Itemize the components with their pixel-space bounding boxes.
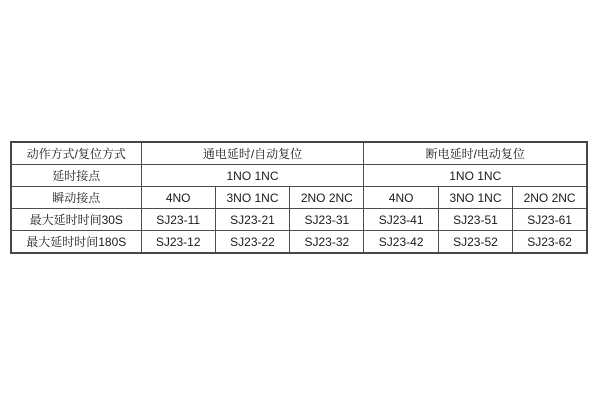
- model-cell: SJ23-52: [438, 231, 512, 254]
- instant-contact-value: 3NO 1NC: [215, 187, 289, 209]
- power-on-delay-header: 通电延时/自动复位: [141, 142, 364, 165]
- instant-contact-value: 2NO 2NC: [290, 187, 364, 209]
- model-cell: SJ23-42: [364, 231, 438, 254]
- model-cell: SJ23-31: [290, 209, 364, 231]
- power-off-delay-header: 断电延时/电动复位: [364, 142, 587, 165]
- model-cell: SJ23-32: [290, 231, 364, 254]
- instant-contact-value: 4NO: [141, 187, 215, 209]
- table-row-action-mode: [11, 142, 587, 165]
- relay-spec-table: [10, 141, 588, 254]
- instant-contact-label: 瞬动接点: [11, 187, 141, 209]
- model-cell: SJ23-41: [364, 209, 438, 231]
- delay-contact-value-right: 1NO 1NC: [364, 165, 587, 187]
- delay-contact-label: 延时接点: [11, 165, 141, 187]
- model-cell: SJ23-61: [513, 209, 587, 231]
- table-row-delay-contact: [11, 165, 587, 187]
- delay-contact-value-left: 1NO 1NC: [141, 165, 364, 187]
- action-mode-label: 动作方式/复位方式: [11, 142, 141, 165]
- table-row-max-delay-180s: [11, 231, 587, 254]
- model-cell: SJ23-51: [438, 209, 512, 231]
- instant-contact-value: 2NO 2NC: [513, 187, 587, 209]
- max-delay-180s-label: 最大延时时间180S: [11, 231, 141, 254]
- max-delay-30s-label: 最大延时时间30S: [11, 209, 141, 231]
- model-cell: SJ23-22: [215, 231, 289, 254]
- instant-contact-value: 3NO 1NC: [438, 187, 512, 209]
- model-cell: SJ23-21: [215, 209, 289, 231]
- table-row-max-delay-30s: [11, 209, 587, 231]
- model-cell: SJ23-11: [141, 209, 215, 231]
- model-cell: SJ23-62: [513, 231, 587, 254]
- instant-contact-value: 4NO: [364, 187, 438, 209]
- table-row-instant-contact: [11, 187, 587, 209]
- model-cell: SJ23-12: [141, 231, 215, 254]
